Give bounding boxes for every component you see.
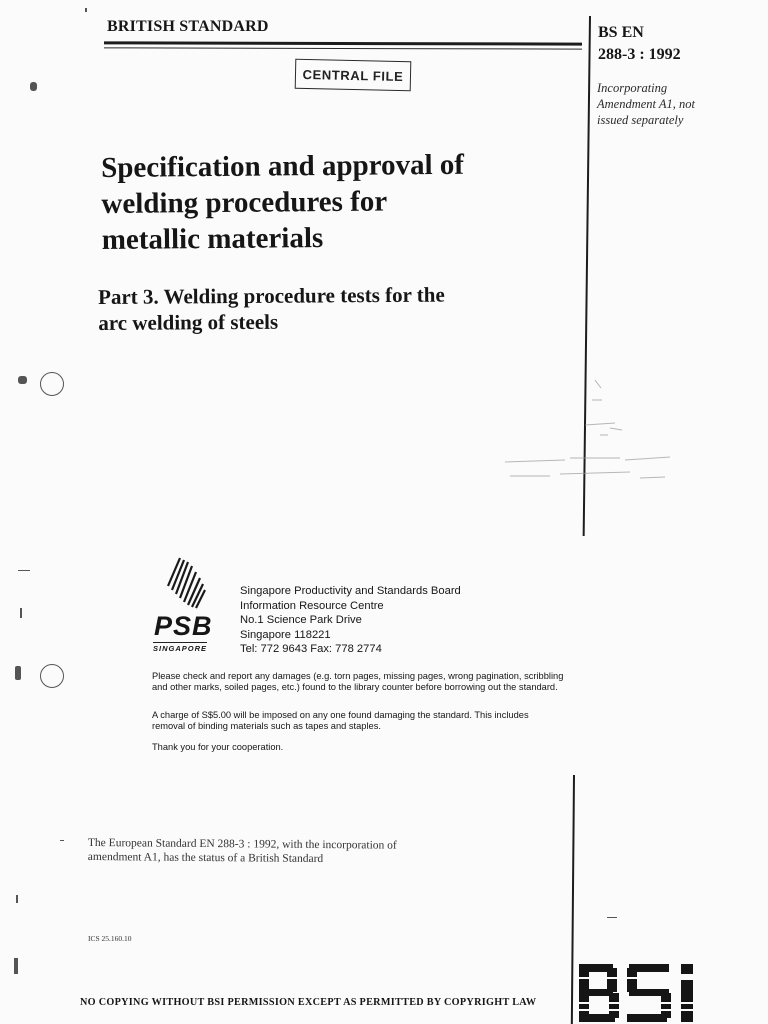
scan-speck xyxy=(18,570,30,571)
address-line: Information Resource Centre xyxy=(240,599,384,612)
scan-speck xyxy=(30,82,37,91)
psb-logo-subtext: SINGAPORE xyxy=(153,644,208,653)
copyright-notice: NO COPYING WITHOUT BSI PERMISSION EXCEPT AS PERMITTED BY COPYRIGHT LAW xyxy=(80,997,537,1008)
psb-logo-text: PSB xyxy=(154,611,213,641)
address-line: Tel: 772 9643 Fax: 778 2774 xyxy=(240,643,382,655)
central-file-stamp: CENTRAL FILE xyxy=(295,59,412,91)
scan-speck xyxy=(20,608,22,618)
faded-receipt-stamp xyxy=(500,370,680,490)
title-line: welding procedures for xyxy=(101,185,388,220)
british-standard-status-statement: The European Standard EN 288-3 : 1992, with the incorporation of amendment A1, has the status of a British Standard xyxy=(87,836,397,866)
address-line: No.1 Science Park Drive xyxy=(240,614,362,626)
scan-speck xyxy=(14,958,18,974)
document-series-label: BRITISH STANDARD xyxy=(107,18,269,35)
document-subtitle xyxy=(98,281,568,336)
subtitle-line: Part 3. Welding procedure tests for the xyxy=(98,282,445,309)
title-line: metallic materials xyxy=(101,222,324,256)
amendment-note-line: Amendment A1, not xyxy=(597,97,696,111)
margin-rule-lower xyxy=(571,775,575,1024)
standard-number-line: BS EN xyxy=(598,24,644,41)
punch-hole-upper xyxy=(40,372,64,396)
standard-number-line: 288-3 : 1992 xyxy=(598,46,681,63)
subtitle-line: arc welding of steels xyxy=(98,309,279,335)
scan-speck xyxy=(16,895,18,903)
amendment-note xyxy=(597,80,707,128)
document-title xyxy=(101,146,572,258)
scan-speck xyxy=(607,917,617,918)
thank-you-note: Thank you for your cooperation. xyxy=(152,742,284,752)
damage-charge-notice: A charge of S$5.00 will be imposed on any one found damaging the standard. This includes removal of binding materials such as tapes and staples. xyxy=(152,710,529,731)
standard-number xyxy=(598,22,681,66)
address-line: Singapore 118221 xyxy=(240,628,331,641)
amendment-note-line: Incorporating xyxy=(597,81,668,95)
scan-speck xyxy=(85,8,87,12)
bsi-logo-icon xyxy=(577,958,715,1024)
damage-report-notice: Please check and report any damages (e.g. torn pages, missing pages, wrong pagination, scribbling and other marks, soiled pages, etc.) found to the library counter before borrowing out the standard. xyxy=(152,671,564,692)
scan-speck xyxy=(15,666,21,680)
scan-speck xyxy=(18,376,27,384)
header-rule-thin xyxy=(104,47,582,49)
punch-hole-lower xyxy=(40,664,64,688)
address-line: Singapore Productivity and Standards Board xyxy=(240,585,461,597)
library-address xyxy=(240,584,461,657)
amendment-note-line: issued separately xyxy=(597,113,684,127)
ics-code: ICS 25.160.10 xyxy=(88,934,132,943)
title-line: Specification and approval of xyxy=(101,148,465,184)
header-rule-thick xyxy=(104,41,582,45)
scan-speck xyxy=(60,840,64,841)
